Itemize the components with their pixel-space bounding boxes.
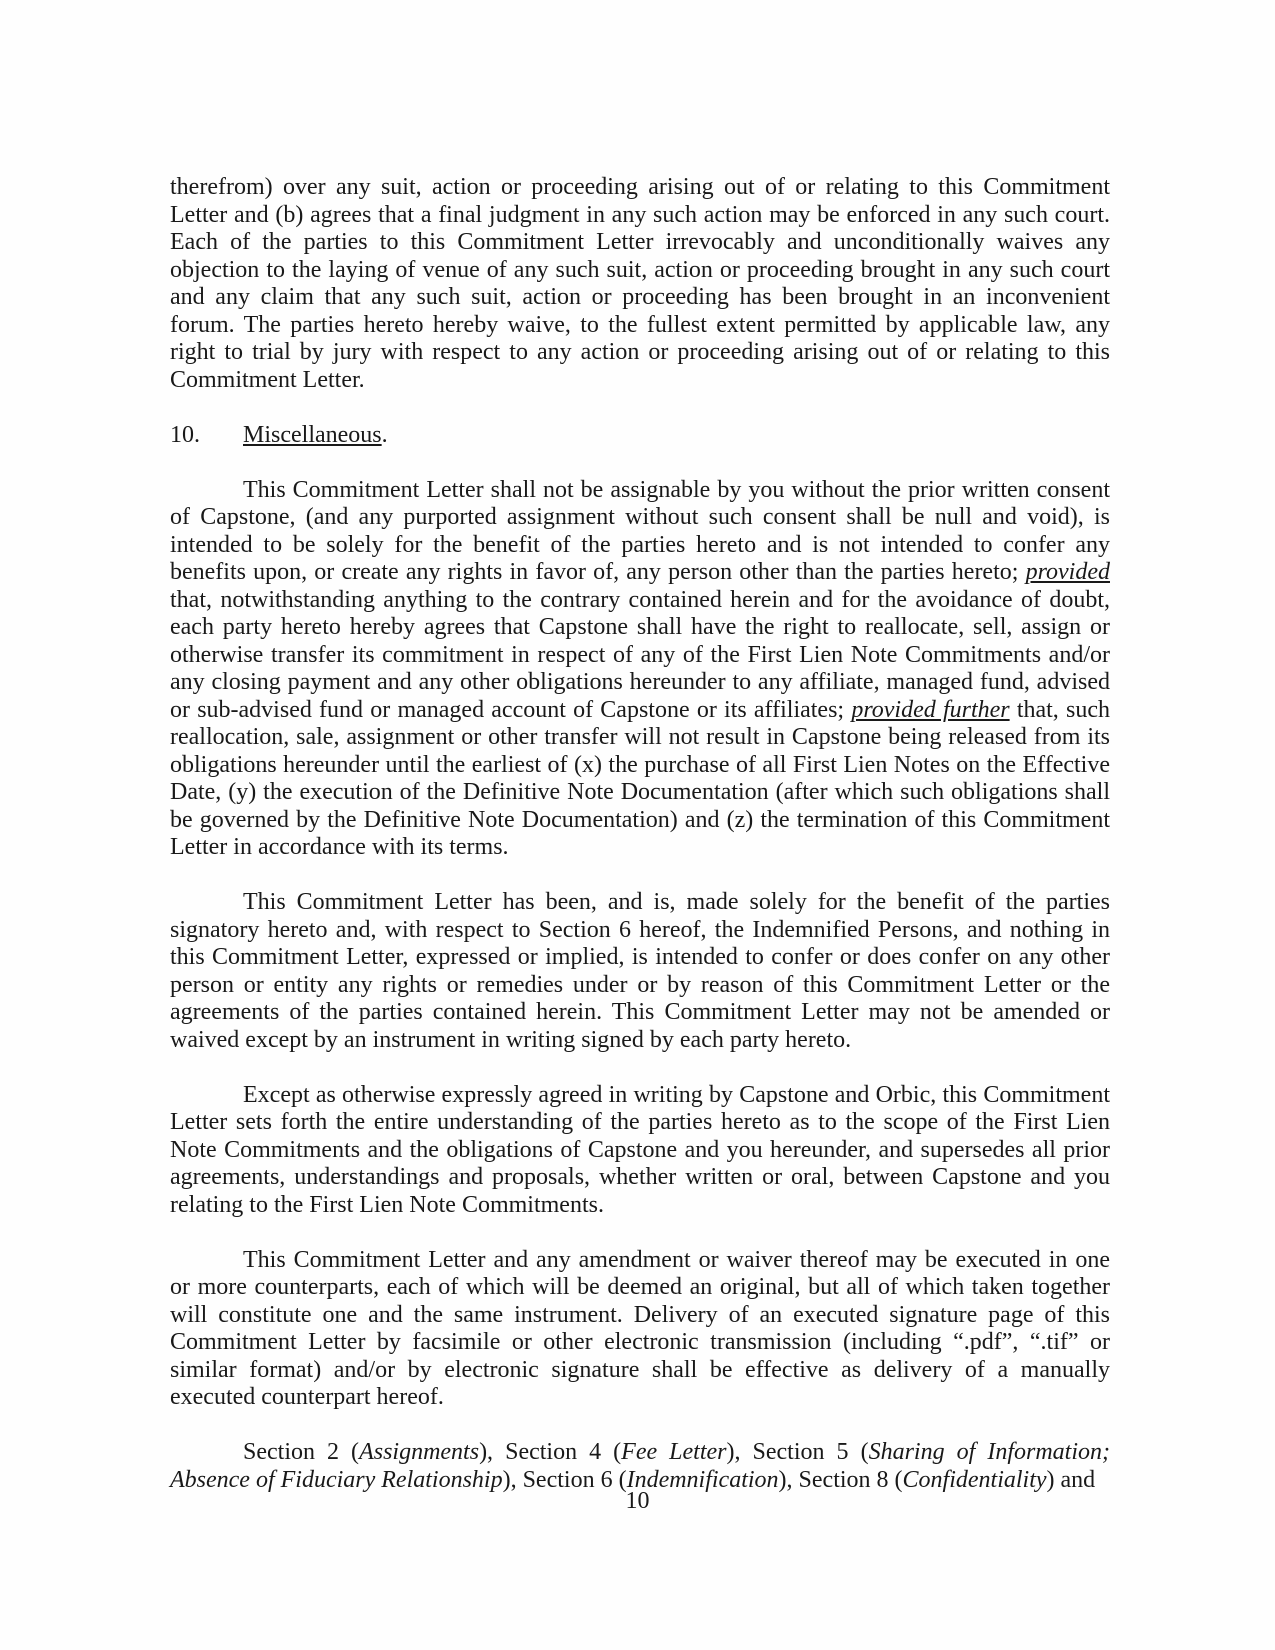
paragraph-assignability	[170, 477, 1110, 862]
emphasis-provided-further: provided further	[851, 696, 1010, 723]
emphasis-confidentiality: Confidentiality	[902, 1466, 1047, 1493]
paragraph-counterparts: This Commitment Letter and any amendment or waiver thereof may be executed in one or more counterparts, each of which will be deemed an original, but all of which taken together will constitute one and the same instrument. Delivery of an executed signature page of this Commitment Letter by facsimile or other electronic transmission (including “.pdf”, “.tif” or similar format) and/or by electronic signature shall be effective as delivery of a manually executed counterpart hereof.	[170, 1246, 1110, 1410]
emphasis-fee-letter: Fee Letter	[621, 1439, 727, 1465]
emphasis-provided: provided	[1025, 559, 1110, 585]
emphasis-sharing-of-information: Sharing of Information; Absence of Fiduciary Relationship	[170, 1439, 1111, 1493]
text-run: Section 2 (	[243, 1439, 360, 1465]
text-run: that, notwithstanding anything to the contrary contained herein and for the avoidance of doubt, each party hereto hereby agrees that Capstone shall have the right to reallocate, sell, assign or otherwise transfer its commitment in respect of any of the First Lien Note Commitments and/or any closing payment and any other obligations hereunder to any affiliate, managed fund, advised or sub-advised fund or managed account of Capstone or its affiliates;	[170, 586, 1110, 723]
text-run: that, such reallocation, sale, assignment or other transfer will not result in Capstone being released from its obligations hereunder until the earliest of (x) the purchase of all First Lien Notes on the Effective Date, (y) the execution of the Definitive Note Documentation (after which such obligations shall be governed by the Definitive Note Documentation) and (z) the termination of this Commitment Letter in accordance with its terms.	[170, 696, 1111, 860]
paragraph-entire-understanding: Except as otherwise expressly agreed in writing by Capstone and Orbic, this Commitment Letter sets forth the entire understanding of the parties hereto as to the scope of the First Lien Note Commitments and the obligations of Capstone and you hereunder, and supersedes all prior agreements, understandings and proposals, whether written or oral, between Capstone and you relating to the First Lien Note Commitments.	[170, 1081, 1110, 1218]
emphasis-assignments: Assignments	[359, 1439, 480, 1465]
text-run: ) and	[1046, 1466, 1096, 1493]
section-title-period: .	[381, 421, 388, 448]
paragraph-surviving-sections	[170, 1439, 1110, 1494]
text-run: ), Section 8 (	[778, 1466, 903, 1493]
section-number: 10.	[170, 421, 200, 448]
text-run: This Commitment Letter shall not be assignable by you without the prior written consent of Capstone, (and any purported assignment without such consent shall be null and void), is intended to be solely for the benefit of the parties hereto and is not intended to confer any benefits upon, or create any rights in favor of, any person other than the parties hereto;	[170, 476, 1110, 585]
paragraph-benefit-of-parties: This Commitment Letter has been, and is, made solely for the benefit of the parties signatory hereto and, with respect to Section 6 hereof, the Indemnified Persons, and nothing in this Commitment Letter, expressed or implied, is intended to confer or does confer on any other person or entity any rights or remedies under or by reason of this Commitment Letter or the agreements of the parties contained herein. This Commitment Letter may not be amended or waived except by an instrument in writing signed by each party hereto.	[170, 889, 1110, 1053]
emphasis-indemnification: Indemnification	[626, 1466, 779, 1493]
text-run: ), Section 5 (	[726, 1439, 869, 1465]
section-title	[243, 422, 388, 448]
text-run: ), Section 6 (	[502, 1466, 627, 1493]
page-number: 10	[625, 1488, 650, 1514]
section-title-text: Miscellaneous	[243, 421, 382, 448]
page-content	[170, 174, 1110, 1522]
text-run: ), Section 4 (	[479, 1439, 622, 1465]
section-heading	[170, 422, 1110, 450]
paragraph-jurisdiction-continuation: therefrom) over any suit, action or proceeding arising out of or relating to this Commitment Letter and (b) agrees that a final judgment in any such action may be enforced in any such court. Each of the parties to this Commitment Letter irrevocably and unconditionally waives any objection to the laying of venue of any such suit, action or proceeding brought in any such court and any claim that any such suit, action or proceeding has been brought in an inconvenient forum. The parties hereto hereby waive, to the fullest extent permitted by applicable law, any right to trial by jury with respect to any action or proceeding arising out of or relating to this Commitment Letter.	[170, 174, 1110, 393]
